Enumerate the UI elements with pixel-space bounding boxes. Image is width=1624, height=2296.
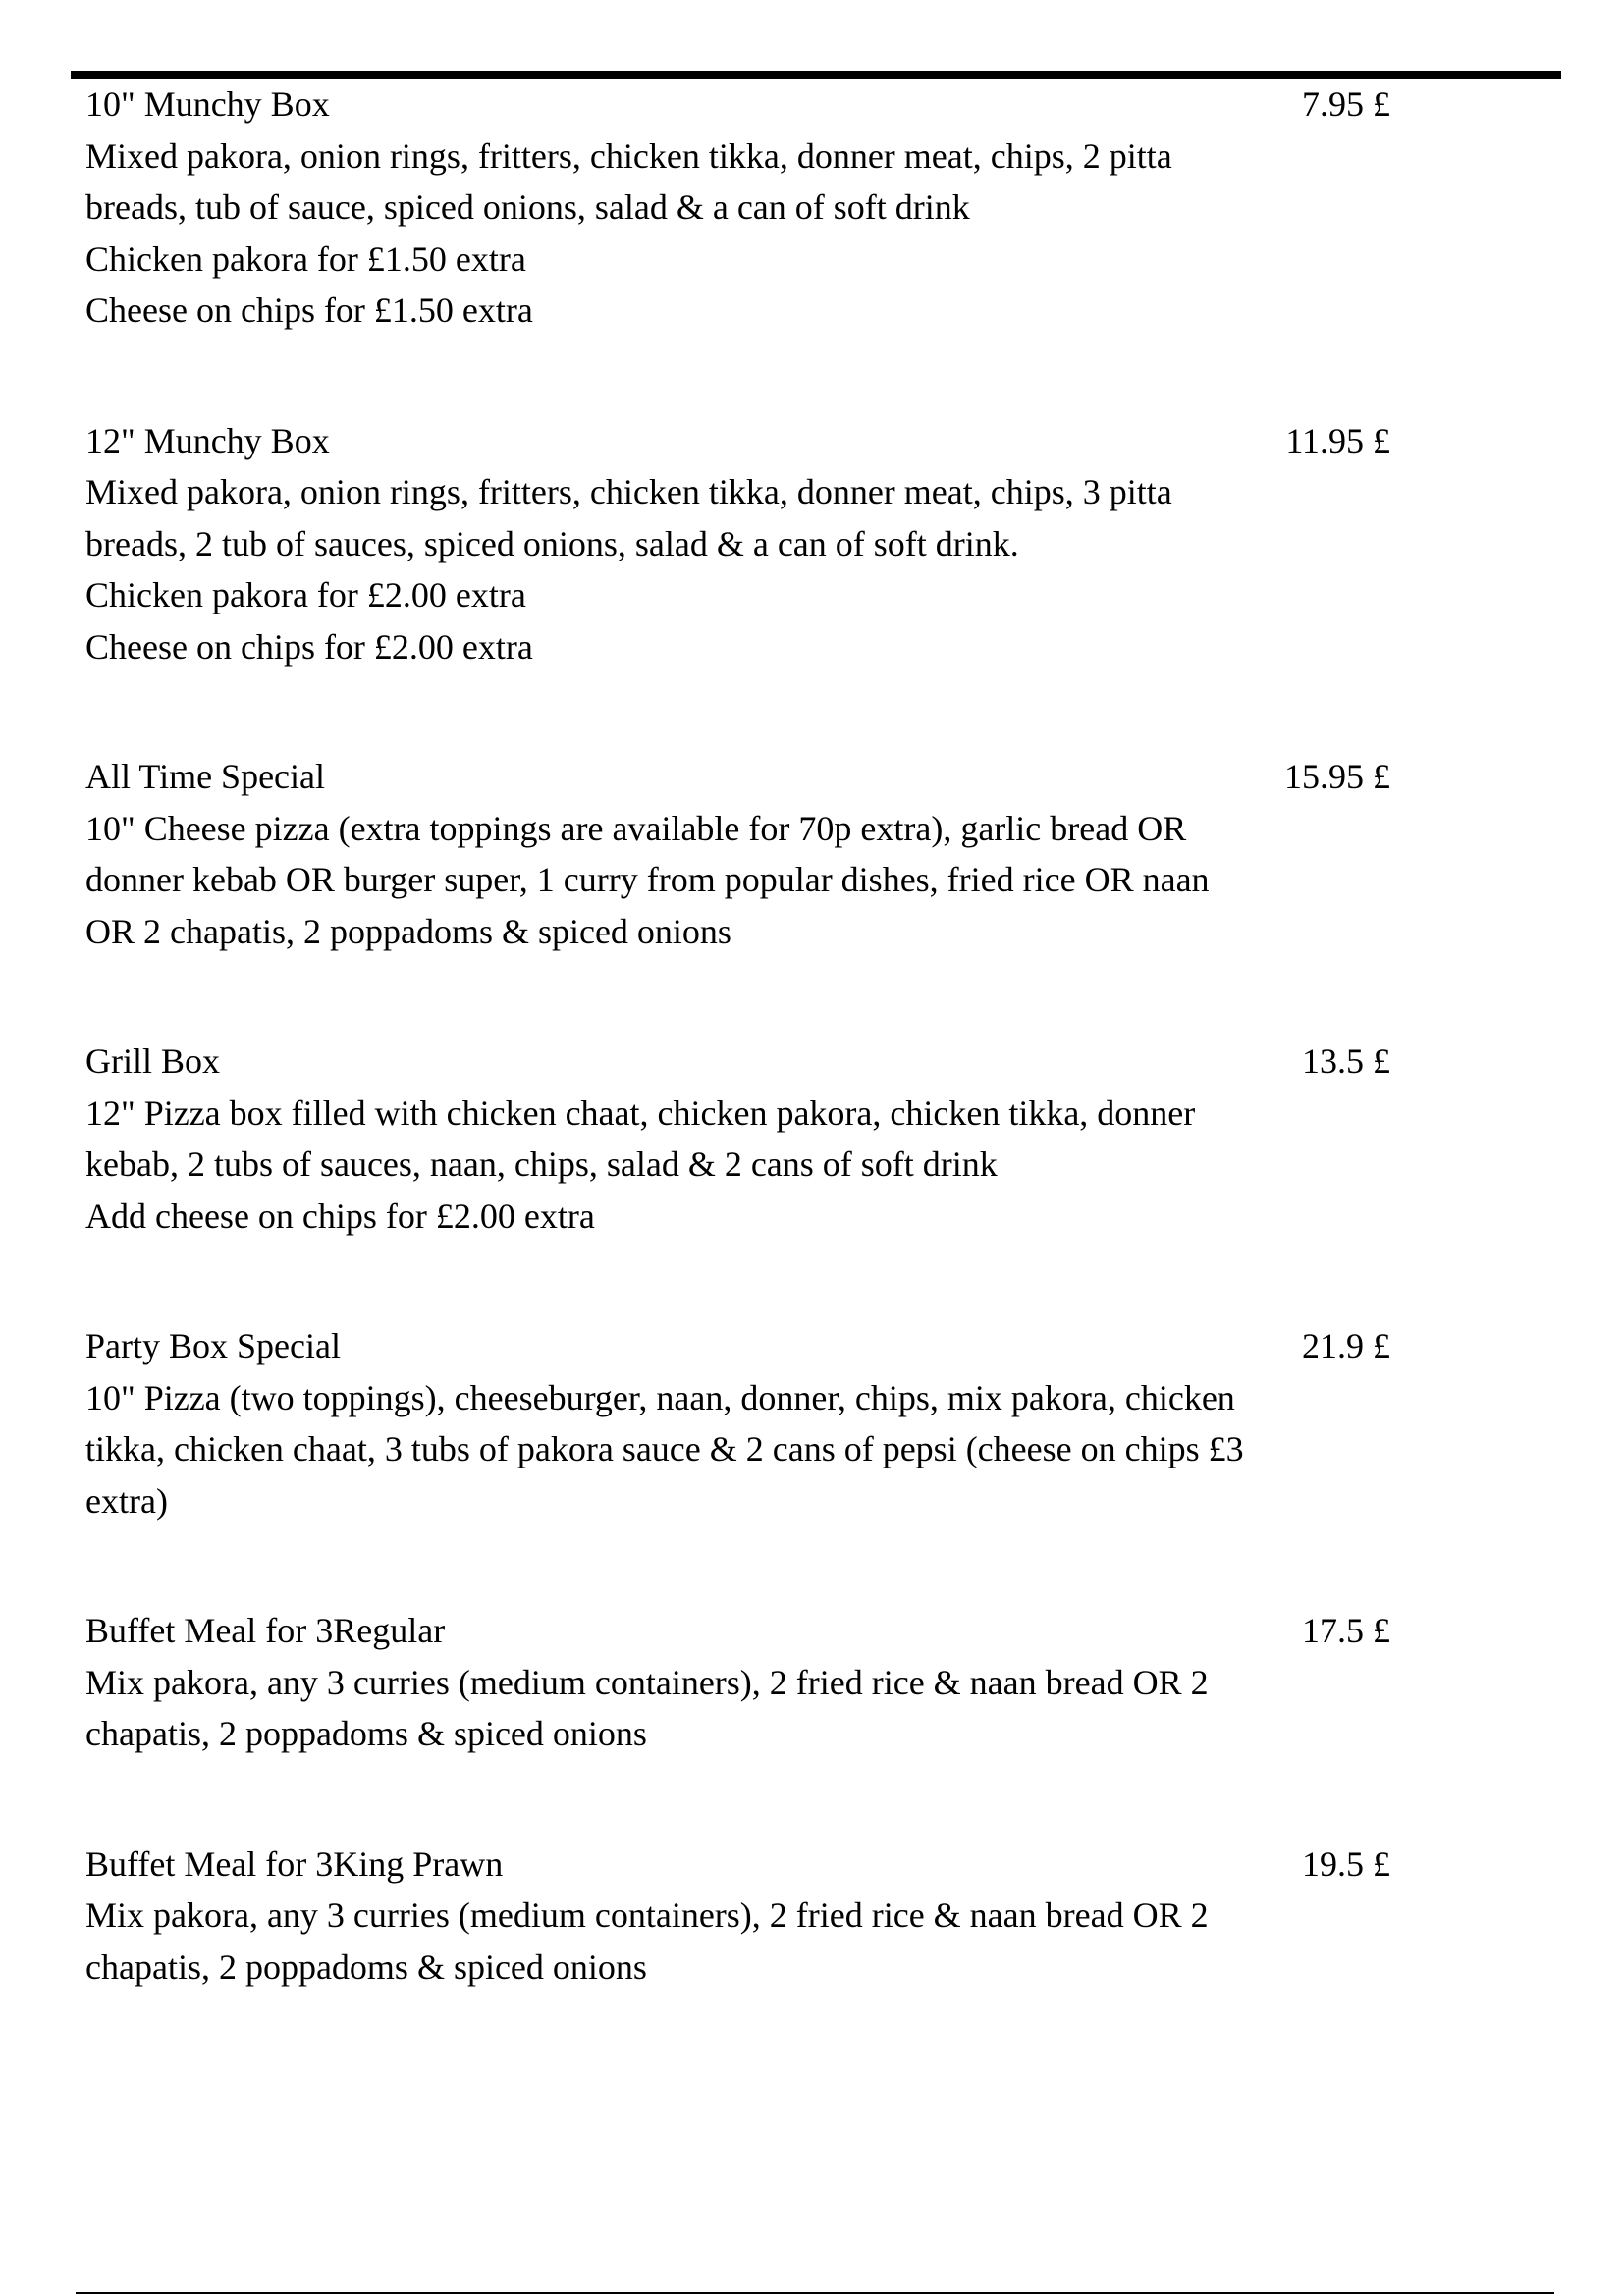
menu-item [85,79,1244,337]
item-description: Mix pakora, any 3 curries (medium containers), 2 fried rice & naan bread OR 2 chapatis, 2 poppadoms & spiced onions [85,1896,1209,1987]
menu-row [85,1605,1401,1760]
menu-row [85,1036,1401,1242]
item-description: 10" Cheese pizza (extra toppings are available for 70p extra), garlic bread OR donner kebab OR burger super, 1 curry from popular dishes, fried rice OR naan OR 2 chapatis, 2 poppadoms & spiced onions [85,808,1210,951]
menu-list [85,79,1401,2071]
menu-row [85,415,1401,673]
menu-item [85,1036,1244,1242]
item-description: 12" Pizza box filled with chicken chaat, chicken pakora, chicken tikka, donner kebab, 2 tubs of sauces, naan, chips, salad & 2 cans of soft drink [85,1093,1196,1184]
item-price: 17.5 £ [1302,1611,1390,1650]
item-name: Buffet Meal for 3Regular [85,1611,446,1650]
item-extra: Chicken pakora for £2.00 extra [85,575,526,614]
item-price: 19.5 £ [1302,1843,1390,1884]
menu-item [85,1320,1244,1526]
menu-row [85,79,1401,337]
item-description: Mixed pakora, onion rings, fritters, chicken tikka, donner meat, chips, 3 pitta breads, 2 tub of sauces, spiced onions, salad & a can of soft drink. [85,472,1172,563]
item-name: 12" Munchy Box [85,420,330,460]
item-description: Mixed pakora, onion rings, fritters, chicken tikka, donner meat, chips, 2 pitta breads, tub of sauce, spiced onions, salad & a can of soft drink [85,135,1172,227]
menu-item [85,1839,1244,1994]
menu-item [85,1605,1244,1760]
item-price: 7.95 £ [1302,84,1390,124]
item-name: Buffet Meal for 3King Prawn [85,1843,504,1884]
menu-row [85,1320,1401,1526]
menu-item [85,415,1244,673]
item-price: 13.5 £ [1302,1041,1390,1081]
item-extra: Chicken pakora for £1.50 extra [85,239,526,279]
item-extra: Cheese on chips for £2.00 extra [85,626,533,667]
item-price: 11.95 £ [1285,420,1390,460]
item-name: Party Box Special [85,1326,341,1365]
item-name: All Time Special [85,757,326,796]
item-price: 15.95 £ [1284,757,1390,796]
item-description: 10" Pizza (two toppings), cheeseburger, naan, donner, chips, mix pakora, chicken tikka, chicken chaat, 3 tubs of pakora sauce & 2 cans of pepsi (cheese on chips £3 extra) [85,1377,1244,1521]
menu-item [85,751,1244,957]
item-description: Mix pakora, any 3 curries (medium containers), 2 fried rice & naan bread OR 2 chapatis, 2 poppadoms & spiced onions [85,1662,1209,1753]
item-extra: Add cheese on chips for £2.00 extra [85,1196,595,1236]
item-price: 21.9 £ [1302,1326,1390,1365]
menu-row [85,751,1401,957]
top-rule [71,71,1561,79]
item-extra: Cheese on chips for £1.50 extra [85,291,533,330]
bottom-rule [76,2292,1554,2294]
item-name: Grill Box [85,1041,221,1081]
item-name: 10" Munchy Box [85,84,330,124]
menu-row [85,1839,1401,1994]
